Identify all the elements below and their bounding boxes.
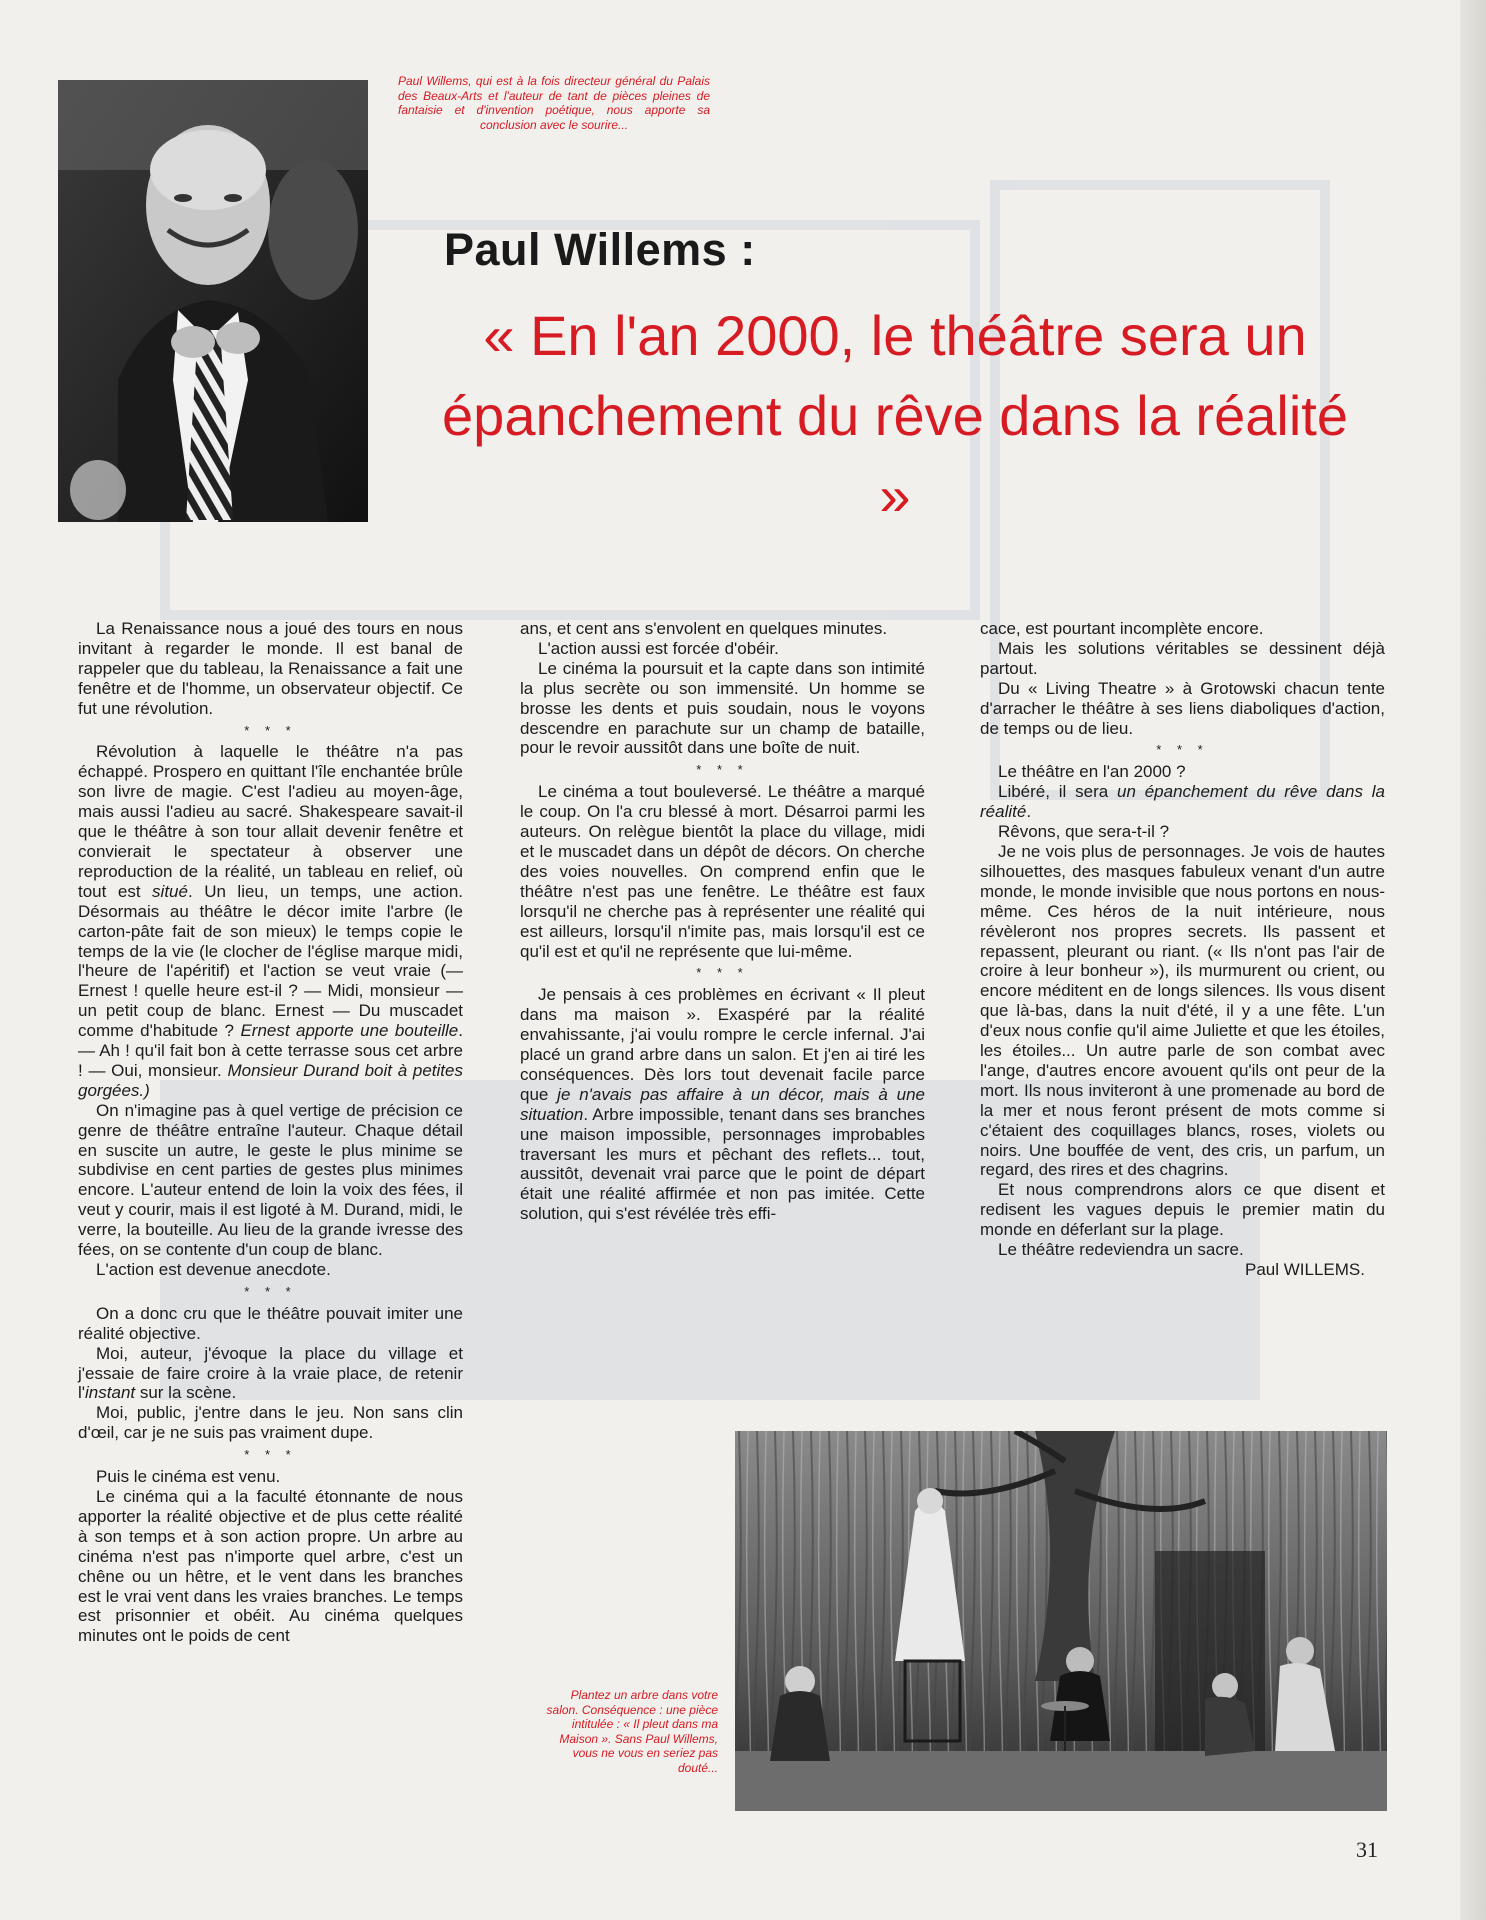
stage-photo-caption: Plantez un arbre dans votre salon. Conséquence : une pièce intitulée : « Il pleut dans ma Maison ». Sans Paul Willems, vous ne vous en seriez pas douté... xyxy=(546,1688,718,1775)
paragraph: Le cinéma la poursuit et la capte dans son intimité la plus secrète ou son immensité. Un homme se brosse les dents et puis soudain, nous le voyons descendre en parachute sur un champ de bataille, pour le revoir aussitôt dans une boîte de nuit. xyxy=(520,658,925,758)
headline-author: Paul Willems : xyxy=(444,224,756,275)
paragraph: Le cinéma qui a la faculté étonnante de nous apporter la réalité objective et de plus cette réalité à son temps et à son action propre. Un arbre au cinéma n'est pas n'importe quel arbre, c'est un chêne ou un hêtre, et le vent dans les branches est le vrai vent dans les vraies branches. Le temps est prisonnier et obéit. Au cinéma quelques minutes ont le poids de cent xyxy=(78,1486,463,1646)
paragraph: Révolution à laquelle le théâtre n'a pas échappé. Prospero en quittant l'île enchantée brûle son livre de magie. C'est l'adieu au moyen-âge, mais aussi l'adieu au sacré. Shakespeare savait-il que le théâtre à son tour allait devenir fenêtre et convierait le spectateur à observer une reproduction de la réalité, un tableau en relief, où tout est situé. Un lieu, un temps, une action. Désormais au théâtre le décor imite l'arbre (le carton-pâte fait de son mieux) le temps copie le temps de la vie (le clocher de l'église marque midi, l'heure de l'apéritif) et l'action se veut vraie (— Ernest ! quelle heure est-il ? — Midi, monsieur — un petit coup de blanc. Ernest — Du muscadet comme d'habitude ? Ernest apporte une bouteille. — Ah ! qu'il fait bon à cette terrasse sous cet arbre ! — Oui, monsieur. Monsieur Durand boit à petites gorgées.) xyxy=(78,742,464,1100)
paragraph: Je ne vois plus de personnages. Je vois de hautes silhouettes, des masques fabuleux venant d'un autre monde, le monde invisible que nous portons en nous-même. Ces héros de la nuit intérieure, nous révèleront nos propres secrets. Ils passent et repassent, pleurant ou riant. (« Ils n'ont pas l'air de croire à leur bonheur »), ils murmurent ou crient, ou encore méditent en de longs silences. Ils vous disent que là-bas, dans la nuit d'été, il y a une fête. L'un d'eux nous confie qu'il aime Juliette et que les étoiles, les étoiles... Un autre parle de son combat avec l'ange, d'autres encore avouent qu'ils ont peur de la mort. Ils nous inviteront à une promenade au bord de la mer et nous feront présent de mots comme si c'étaient des coquillages blancs, roses, violets ou noirs. Une bouffée de vent, des cris, un parfum, un regard, des rires et des chagrins. xyxy=(980,841,1385,1180)
section-separator: * * * xyxy=(244,722,297,738)
section-separator: * * * xyxy=(696,762,749,778)
article-column-3 xyxy=(980,619,1385,1280)
paragraph: Le théâtre redeviendra un sacre. xyxy=(998,1240,1244,1260)
portrait-image xyxy=(58,80,368,522)
stage-photo xyxy=(735,1431,1387,1811)
section-separator: * * * xyxy=(696,965,749,981)
section-separator: * * * xyxy=(244,1447,297,1463)
page-number: 31 xyxy=(1356,1837,1378,1862)
paragraph: Moi, auteur, j'évoque la place du village et j'essaie de faire croire à la vraie place, de retenir l'instant sur la scène. xyxy=(78,1343,463,1403)
paragraph: ans, et cent ans s'envolent en quelques minutes. xyxy=(520,619,888,638)
article-column-1 xyxy=(78,619,463,1646)
paragraph: Moi, public, j'entre dans le jeu. Non sans clin d'œil, car je ne suis pas vraiment dupe. xyxy=(78,1403,463,1443)
stage-image xyxy=(735,1431,1387,1811)
paragraph: L'action aussi est forcée d'obéir. xyxy=(538,638,779,658)
page-edge xyxy=(1460,0,1486,1920)
paragraph: Rêvons, que sera-t-il ? xyxy=(998,822,1170,842)
paragraph: Du « Living Theatre » à Grotowski chacun tente d'arracher le théâtre à ses liens diaboliques d'action, de temps ou de lieu. xyxy=(980,678,1385,738)
paragraph: Le théâtre en l'an 2000 ? xyxy=(998,762,1186,782)
section-separator: * * * xyxy=(1156,742,1209,758)
portrait-photo xyxy=(58,80,368,522)
portrait-caption: Paul Willems, qui est à la fois directeur général du Palais des Beaux-Arts et l'auteur de tant de pièces pleines de fantaisie et d'invention poétique, nous apporte sa conclusion avec le sourire... xyxy=(398,74,710,132)
paragraph: La Renaissance nous a joué des tours en nous invitant à regarder le monde. Il est banal de rappeler que du tableau, la Renaissance a fait une fenêtre et de l'homme, un observateur objectif. Ce fut une révolution. xyxy=(78,619,463,718)
paragraph: Puis le cinéma est venu. xyxy=(96,1467,281,1487)
paragraph: Libéré, il sera un épanchement du rêve dans la réalité. xyxy=(980,782,1385,822)
paragraph: On a donc cru que le théâtre pouvait imiter une réalité objective. xyxy=(78,1303,463,1343)
paragraph: Le cinéma a tout bouleversé. Le théâtre a marqué le coup. On l'a cru blessé à mort. Désarroi parmi les auteurs. On relègue bientôt la place du village, midi et le muscadet dans un dépôt de décors. On cherche des voies nouvelles. On comprend enfin que le théâtre n'est pas une fenêtre. Le théâtre est faux lorsqu'il ne cherche pas à représenter une réalité qui est ailleurs, lorsqu'il n'imite pas, mais lorsqu'il est ce qu'il est et qu'il ne représente que lui-même. xyxy=(520,782,925,961)
paragraph: Et nous comprendrons alors ce que disent et redisent les vagues depuis le premier matin du monde en déferlant sur la plage. xyxy=(980,1180,1385,1240)
paragraph: L'action est devenue anecdote. xyxy=(96,1260,331,1279)
section-separator: * * * xyxy=(244,1283,297,1299)
paragraph: Je pensais à ces problèmes en écrivant « Il pleut dans ma maison ». Exaspéré par la réalité envahissante, j'ai voulu rompre le cercle infernal. J'ai placé un grand arbre dans un salon. Et j'en ai tiré les conséquences. Dès lors tout devenait facile parce que je n'avais pas affaire à un décor, mais à une situation. Arbre impossible, tenant dans ses branches une maison impossible, personnages improbables traversant les murs et pêchant des reflets... tout, aussitôt, devenait vrai parce que le point de départ était une réalité affirmée et non pas imitée. Cette solution, qui s'est révélée très effi- xyxy=(520,985,926,1224)
paragraph: On n'imagine pas à quel vertige de précision ce genre de théâtre entraîne l'auteur. Chaque détail en suscite un autre, le geste le plus minime se subdivise en cent parties de gestes plus minimes encore. L'auteur entend de loin la voix des fées, il veut y courir, mais il est ligoté à M. Durand, midi, le verre, la bouteille. Au lieu de la grande ivresse des fées, on se contente d'un coup de blanc. xyxy=(78,1100,463,1260)
headline-quote: « En l'an 2000, le théâtre sera un épanchement du rêve dans la réalité » xyxy=(442,304,1348,527)
paragraph: cace, est pourtant incomplète encore. xyxy=(980,619,1264,638)
author-signature: Paul WILLEMS. xyxy=(1245,1260,1365,1279)
article-column-2 xyxy=(520,619,925,1224)
paragraph: Mais les solutions véritables se dessinent déjà partout. xyxy=(980,638,1385,678)
